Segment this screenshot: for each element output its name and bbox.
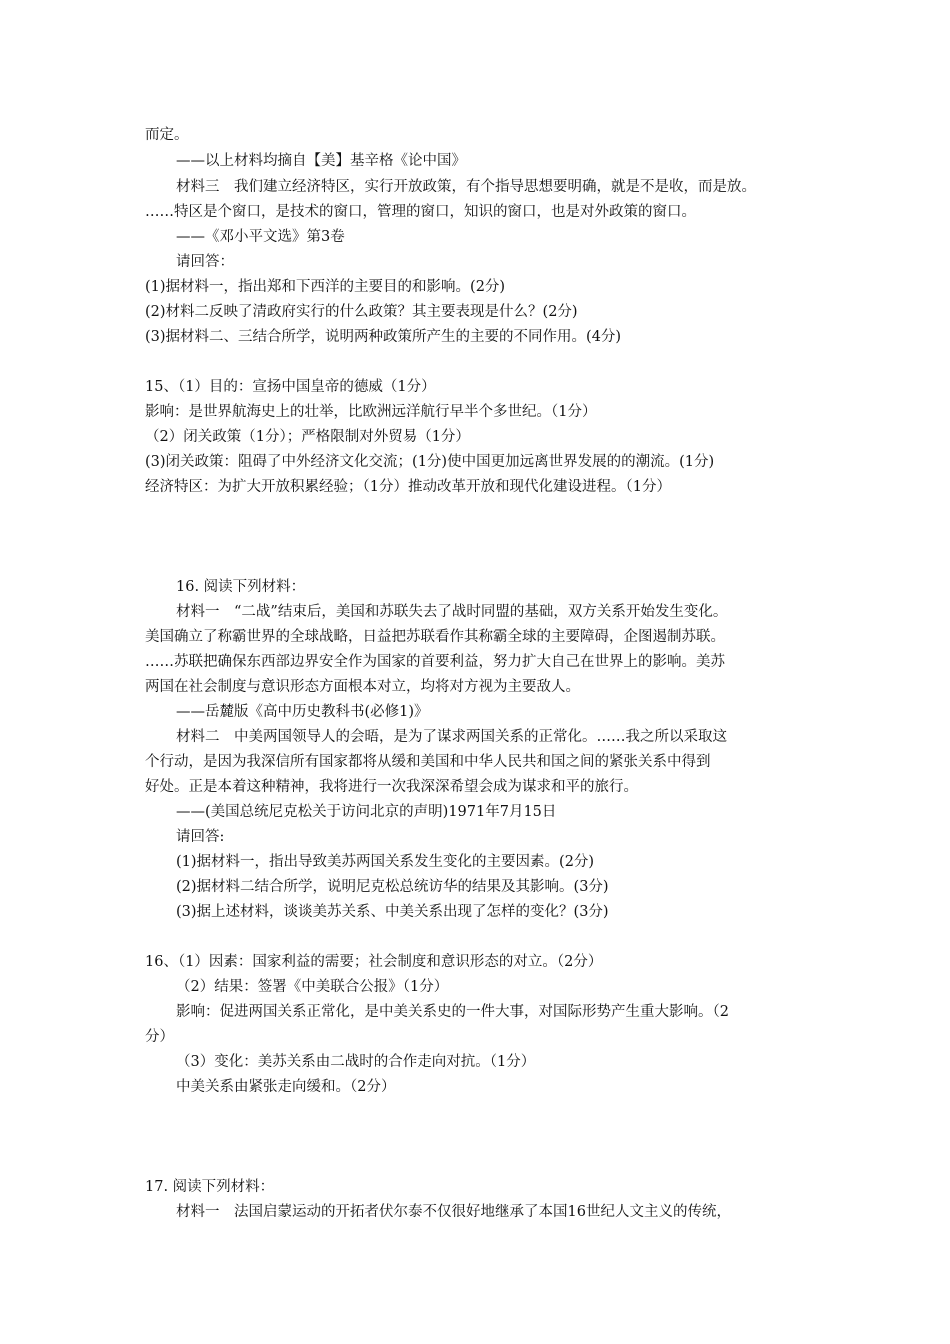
answer-line: (3)闭关政策：阻碍了中外经济文化交流；(1分)使中国更加远离世界发展的的潮流。(1分) (145, 454, 715, 470)
text-line: ……特区是个窗口，是技术的窗口，管理的窗口，知识的窗口，也是对外政策的窗口。 (145, 204, 696, 220)
text-line: 材料三 我们建立经济特区，实行开放政策，有个指导思想要明确，就是不是收，而是放。 (176, 179, 756, 195)
sub-question: (1)据材料一，指出郑和下西洋的主要目的和影响。(2分) (145, 279, 506, 295)
source-citation: ——(美国总统尼克松关于访问北京的声明)1971年7月15日 (176, 804, 557, 820)
sub-question: (2)材料二反映了清政府实行的什么政策？其主要表现是什么？(2分) (145, 304, 578, 320)
answer-line: （2）结果：签署《中美联合公报》（1分） (176, 979, 449, 995)
question-heading: 16. 阅读下列材料： (176, 579, 306, 595)
prompt-label: 请回答： (176, 254, 234, 270)
prompt-label: 请回答: (176, 829, 225, 845)
answer-line: 16、（1）因素：国家利益的需要；社会制度和意识形态的对立。（2分） (145, 954, 603, 970)
answer-line: 影响：是世界航海史上的壮举，比欧洲远洋航行早半个多世纪。（1分） (145, 404, 597, 420)
text-line: 材料一 法国启蒙运动的开拓者伏尔泰不仅很好地继承了本国16世纪人文主义的传统， (176, 1204, 731, 1220)
answer-line: 中美关系由紧张走向缓和。（2分） (176, 1079, 396, 1095)
sub-question: (2)据材料二结合所学，说明尼克松总统访华的结果及其影响。(3分) (176, 879, 609, 895)
text-line: 个行动，是因为我深信所有国家都将从缓和美国和中华人民共和国之间的紧张关系中得到 (145, 754, 711, 770)
answer-line: 经济特区：为扩大开放积累经验；（1分）推动改革开放和现代化建设进程。（1分） (145, 479, 671, 495)
answer-line: 15、（1）目的：宣扬中国皇帝的德威（1分） (145, 379, 436, 395)
answer-line: （2）闭关政策（1分）；严格限制对外贸易（1分） (145, 429, 470, 445)
text-line: 两国在社会制度与意识形态方面根本对立，均将对方视为主要敌人。 (145, 679, 580, 695)
answer-line: （3）变化：美苏关系由二战时的合作走向对抗。（1分） (176, 1054, 536, 1070)
source-citation: ——以上材料均摘自【美】基辛格《论中国》 (176, 153, 466, 169)
text-line: 材料一 “二战”结束后，美国和苏联失去了战时同盟的基础，双方关系开始发生变化。 (176, 604, 728, 620)
text-line: 而定。 (145, 127, 189, 143)
text-line: 好处。正是本着这种精神，我将进行一次我深深希望会成为谋求和平的旅行。 (145, 779, 638, 795)
text-line: 美国确立了称霸世界的全球战略，日益把苏联看作其称霸全球的主要障碍，企图遏制苏联。 (145, 629, 725, 645)
sub-question: (3)据材料二、三结合所学，说明两种政策所产生的主要的不同作用。(4分) (145, 329, 622, 345)
source-citation: ——《邓小平文选》第3卷 (176, 229, 345, 245)
answer-line: 影响：促进两国关系正常化，是中美关系史的一件大事，对国际形势产生重大影响。（2 (176, 1004, 729, 1020)
question-heading: 17. 阅读下列材料： (145, 1179, 275, 1195)
answer-line: 分） (145, 1029, 174, 1045)
source-citation: ——岳麓版《高中历史教科书(必修1)》 (176, 704, 429, 720)
text-line: ……苏联把确保东西部边界安全作为国家的首要利益，努力扩大自己在世界上的影响。美苏 (145, 654, 725, 670)
sub-question: (3)据上述材料，谈谈美苏关系、中美关系出现了怎样的变化？(3分) (176, 904, 609, 920)
sub-question: (1)据材料一，指出导致美苏两国关系发生变化的主要因素。(2分) (176, 854, 595, 870)
text-line: 材料二 中美两国领导人的会晤，是为了谋求两国关系的正常化。……我之所以采取这 (176, 729, 727, 745)
